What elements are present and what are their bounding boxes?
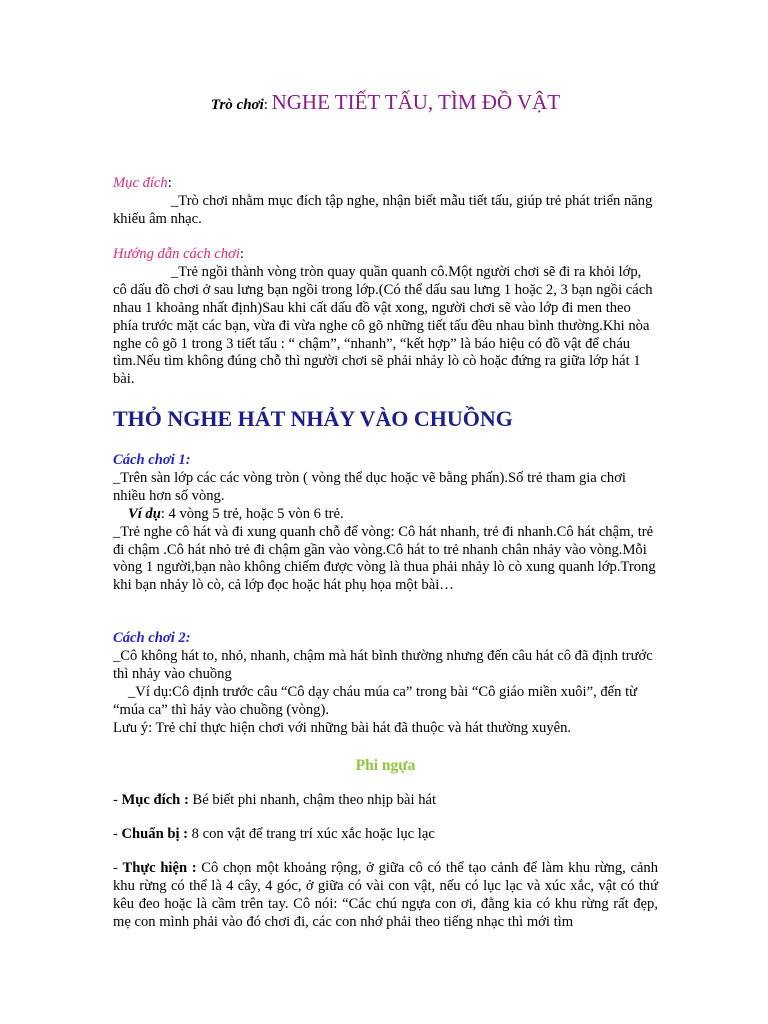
purpose-colon: : bbox=[167, 175, 172, 191]
way2-line1: _Cô không hát to, nhỏ, nhanh, chậm mà hát bình thường nhưng đến câu hát cô đã định trước thì nhảy vào chuồng bbox=[113, 647, 653, 682]
game-title bbox=[113, 90, 658, 115]
prep-dash: - bbox=[113, 826, 122, 842]
section3-purpose-text: Bé biết phi nhanh, chậm theo nhịp bài hát bbox=[188, 792, 437, 808]
section3-prep bbox=[113, 826, 658, 844]
section3-purpose bbox=[113, 792, 658, 810]
purpose-heading: Mục đích bbox=[113, 175, 168, 191]
way1-section bbox=[113, 452, 658, 595]
section2-heading: THỎ NGHE HÁT NHẢY VÀO CHUỒNG bbox=[113, 406, 513, 431]
howto-section bbox=[113, 246, 658, 389]
example-text: : 4 vòng 5 trẻ, hoặc 5 vòn 6 trẻ. bbox=[160, 505, 344, 522]
way1-example bbox=[113, 506, 658, 524]
howto-text: _Trẻ ngồi thành vòng tròn quay quần quanh cô.Một người chơi sẽ đi ra khỏi lớp, cô dấu đồ chơi ở sau lưng bạn ngồi trong lớp.(Có thể dấu sau lưng 1 hoặc 2, 3 bạn ngồi cách nhau 1 khoảng nhất định)Sau khi cất dấu đồ vật xong, người chơi sẽ vào lớp đi men theo phía trước mặt các bạn, vừa đi vừa nghe cô gõ những tiết tấu đều nhau bình thường.Khi nòa nghe cô gõ 1 trong 3 tiết tấu : “ chậm”, “nhanh”, “kết hợp” là báo hiệu có đồ vật để cháu tìm.Nếu tìm không đúng chỗ thì người chơi sẽ phải nhảy lò cò hoặc đứng ra giữa lớp hát 1 bài. bbox=[113, 263, 653, 388]
title-label: Trò chơi bbox=[210, 97, 264, 113]
purpose-dash: - bbox=[113, 792, 122, 808]
title-colon: : bbox=[263, 97, 268, 113]
purpose-section bbox=[113, 175, 658, 229]
purpose-text: _Trò chơi nhằm mục đích tập nghe, nhận biết mẫu tiết tấu, giúp trẻ phát triển năng khiếu âm nhạc. bbox=[113, 192, 653, 227]
way1-line1: _Trên sàn lớp các các vòng tròn ( vòng thể dục hoặc vẽ bằng phấn).Số trẻ tham gia chơi nhiều hơn số vòng. bbox=[113, 469, 626, 504]
example-label: Ví dụ bbox=[128, 505, 161, 522]
prep-text: 8 con vật để trang trí xúc xắc hoặc lục lạc bbox=[188, 826, 435, 842]
do-text: Cô chọn một khoảng rộng, ở giữa cô có thể tạo cảnh để làm khu rừng, cảnh khu rừng có thể là 4 cây, 4 góc, ở giữa có vài con vật, nếu có lục lạc và xúc xắc, vật có thứ kêu đeo hoặc là cầm trên tay. Cô nói: “Các chú ngựa con ơi, đằng kia có khu rừng rất đẹp, mẹ con mình phải vào đó chơi đi, các con nhớ phải theo tiếng nhạc thì mới tìm bbox=[113, 860, 658, 930]
way2-note: Lưu ý: Trẻ chỉ thực hiện chơi với những bài hát đã thuộc và hát thường xuyên. bbox=[113, 719, 572, 736]
howto-heading: Hướng dẫn cách chơi bbox=[113, 246, 240, 262]
way2-line2: _Ví dụ:Cô định trước câu “Cô dạy cháu múa ca” trong bài “Cô giáo miền xuôi”, đến từ “múa ca” thì hảy vào chuồng (vòng). bbox=[113, 683, 638, 718]
way1-line2: _Trẻ nghe cô hát và đi xung quanh chỗ để vòng: Cô hát nhanh, trẻ đi nhanh.Cô hát chậm, trẻ đi chậm .Cô hát nhỏ trẻ đi chậm gần vào vòng.Cô hát to trẻ nhanh chân nhảy vào vòng.Mỗi vòng 1 người,bạn nào không chiếm được vòng là thua phải nhảy lò cò xung quanh lớp.Trong khi bạn nhảy lò cò, cả lớp đọc hoặc hát phụ họa một bài… bbox=[113, 523, 656, 594]
prep-label: Chuẩn bị : bbox=[121, 826, 189, 842]
title-main: NGHE TIẾT TẤU, TÌM ĐỒ VẬT bbox=[271, 90, 561, 114]
document-page bbox=[113, 0, 658, 1024]
do-dash: - bbox=[113, 860, 123, 876]
do-label: Thực hiện : bbox=[122, 860, 197, 876]
way2-heading: Cách chơi 2: bbox=[113, 630, 191, 646]
section3-purpose-label: Mục đích : bbox=[121, 792, 189, 808]
way2-section bbox=[113, 630, 658, 737]
way1-heading: Cách chơi 1: bbox=[113, 452, 191, 468]
section3-do bbox=[113, 860, 658, 932]
howto-colon: : bbox=[239, 246, 244, 262]
section3-heading: Phi ngựa bbox=[355, 757, 416, 774]
